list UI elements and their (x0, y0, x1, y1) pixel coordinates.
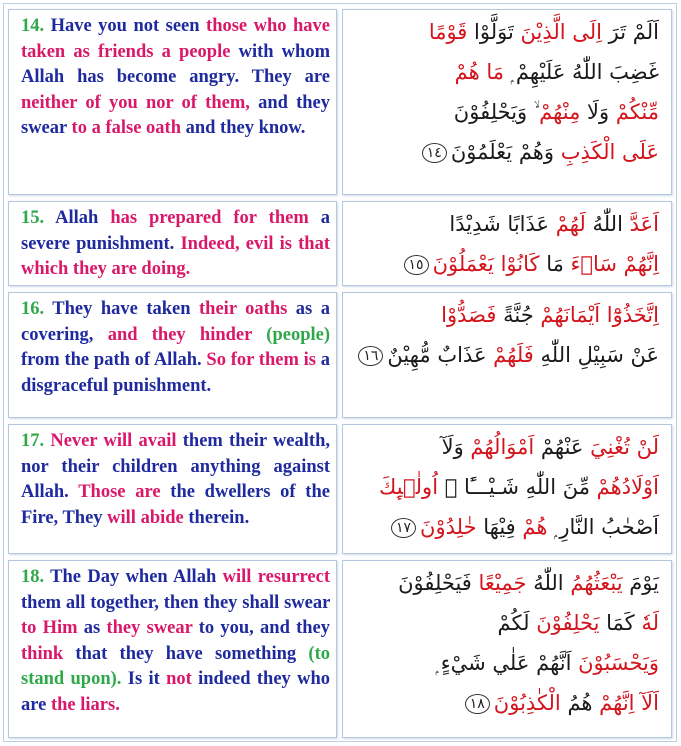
arabic-word-group: مِّنْكُمْ (615, 100, 659, 124)
arabic-word-group: وَلَا (580, 100, 616, 124)
translation-segment: a disgraceful punishment. (21, 350, 330, 396)
translation-segment: has prepared for them (110, 208, 309, 228)
english-cell (8, 9, 337, 195)
verse-number: 16. (21, 299, 45, 319)
english-translation (9, 10, 336, 142)
arabic-word-group: اِنَّهُمْ سَاۗءَ (563, 252, 659, 276)
translation-segment: with whom Allah has become angry. They are (21, 41, 330, 88)
arabic-word-group: اَوْلَادُهُمْ (596, 475, 659, 499)
translation-segment: their oaths (199, 299, 288, 319)
translation-segment: them all together, then they shall swear (21, 592, 330, 613)
arabic-word-group: هُمْ (522, 515, 548, 539)
translation-segment: (people) (266, 324, 330, 345)
english-cell (8, 201, 337, 286)
translation-segment: neither of you nor of them, (21, 92, 250, 113)
verse-row-15 (4, 198, 676, 289)
arabic-verse (343, 425, 671, 547)
arabic-line (351, 427, 659, 467)
translation-segment: The Day when Allah (44, 567, 223, 587)
arabic-cell (342, 424, 672, 554)
arabic-line (351, 204, 659, 244)
translation-segment (252, 325, 266, 345)
arabic-word-group: فَصَدُّوْا (441, 303, 497, 327)
translation-segment: them their wealth, nor their children anything against Allah. (21, 431, 330, 503)
translation-segment: Those are (78, 482, 161, 503)
arabic-word-group: جَمِيْعًا (478, 571, 527, 595)
ayah-number-marker: ١٦ (358, 346, 383, 366)
arabic-word-group: مِنْهُمْ (539, 100, 581, 124)
verse-number: 14. (21, 16, 45, 36)
translation-segment: indeed they who are (21, 669, 330, 715)
arabic-word-group: غَضِبَ اللّٰهُ عَلَيْهِمْ ۭ (503, 60, 659, 84)
arabic-word-group: لَهُمْ (555, 212, 586, 236)
arabic-word-group: هُمُ (560, 691, 593, 715)
translation-segment: Indeed, evil is that which they are doing. (21, 233, 330, 280)
arabic-word-group: مَا (539, 252, 564, 276)
arabic-verse (343, 293, 671, 375)
arabic-word-group: وَهُمْ يَعْلَمُوْنَ (450, 140, 561, 164)
arabic-line (351, 295, 659, 335)
translation-segment: therein. (183, 507, 250, 528)
arabic-line (351, 643, 659, 683)
verse-row-17 (4, 421, 676, 557)
ayah-number-marker: ١٧ (391, 518, 416, 538)
verse-number: 15. (21, 208, 45, 228)
arabic-word-group: اَنَّهُمْ عَلٰي شَيْءٍ ۭ (435, 651, 579, 675)
arabic-word-group: كَمَا (599, 611, 642, 635)
arabic-line (351, 683, 659, 723)
arabic-word-group: قَوْمًا (428, 20, 468, 44)
arabic-word-group: عَلَى الْكَذِبِ (560, 140, 659, 164)
arabic-line (351, 507, 659, 547)
translation-segment: not (166, 669, 192, 690)
translation-segment: will abide (107, 507, 184, 528)
arabic-line (351, 244, 659, 284)
arabic-word-group: يَحْلِفُوْنَ (536, 611, 600, 635)
arabic-word-group: مَا هُمْ (454, 60, 504, 84)
translation-segment: Have you not seen (44, 16, 207, 36)
translation-segment: that they have something (63, 643, 309, 664)
arabic-word-group: وَلَآ (441, 435, 471, 459)
arabic-word-group: اللّٰهُ (526, 571, 571, 595)
translation-segment: They have taken (44, 299, 200, 319)
translation-segment: they swear (106, 618, 193, 639)
translation-segment: Is it (121, 669, 167, 690)
translation-segment: the liars. (50, 694, 120, 715)
arabic-word-group: يَبْعَثُهُمُ (570, 571, 623, 595)
arabic-cell (342, 9, 672, 195)
translation-segment: to you, and they (192, 618, 330, 639)
arabic-line (351, 132, 659, 172)
arabic-word-group: كَانُوْا يَعْمَلُوْنَ (432, 252, 540, 276)
arabic-word-group: اِتَّخَذُوْٓا (600, 303, 659, 327)
arabic-cell (342, 201, 672, 286)
arabic-word-group: اِلَى الَّذِيْنَ (520, 20, 602, 44)
arabic-word-group: اللّٰهُ (585, 212, 623, 236)
arabic-line (351, 563, 659, 603)
english-translation (9, 202, 336, 283)
arabic-word-group: جُنَّةً (496, 303, 541, 327)
ayah-number-marker: ١٥ (404, 255, 429, 275)
ayah-number-marker: ١٤ (422, 143, 447, 163)
translation-segment: to a false oath (71, 118, 181, 139)
arabic-line (351, 92, 659, 132)
translation-segment: Allah (44, 208, 111, 228)
translation-segment: as (77, 618, 107, 639)
arabic-word-group: اَمْوَالُهُمْ (470, 435, 535, 459)
arabic-cell (342, 560, 672, 738)
arabic-line (351, 52, 659, 92)
arabic-word-group: الْكٰذِبُوْنَ (493, 691, 561, 715)
translation-segment: So for them is (206, 350, 316, 371)
english-translation (9, 561, 336, 719)
arabic-word-group: اَيْمَانَهُمْ (540, 303, 601, 327)
verse-table (3, 3, 677, 742)
verse-row-18 (4, 557, 676, 741)
arabic-word-group: اَصْحٰبُ النَّارِ ۭ (547, 515, 659, 539)
verse-number: 18. (21, 567, 45, 587)
arabic-word-group: عَذَابٌ مُّهِيْنٌ (387, 343, 494, 367)
arabic-word-group: لَهٗ (641, 611, 659, 635)
arabic-verse (343, 202, 671, 284)
ayah-number-marker: ١٨ (465, 694, 490, 714)
translation-segment: those who have taken as friends a people (21, 16, 331, 62)
english-translation (9, 293, 336, 399)
arabic-verse (343, 10, 671, 172)
translation-segment: will resurrect (222, 567, 330, 587)
translation-segment: and they swear (21, 92, 330, 139)
arabic-word-group: عَنْهُمْ (534, 435, 591, 459)
verse-number: 17. (21, 431, 45, 451)
translation-segment: Never will avail (44, 431, 177, 451)
arabic-word-group: ۙ وَيَحْلِفُوْنَ (453, 100, 540, 124)
translation-segment: think (21, 643, 64, 664)
english-cell (8, 560, 337, 738)
arabic-word-group: اَلَآ اِنَّهُمْ (592, 691, 659, 715)
english-cell (8, 292, 337, 418)
arabic-word-group: اَعَدَّ (622, 212, 659, 236)
arabic-word-group: يَوْمَ (622, 571, 659, 595)
arabic-cell (342, 292, 672, 418)
english-cell (8, 424, 337, 554)
arabic-line (351, 467, 659, 507)
arabic-word-group: وَيَحْسَبُوْنَ (578, 651, 659, 675)
arabic-verse (343, 561, 671, 723)
verse-row-14 (4, 6, 676, 198)
translation-segment: as a covering, (21, 299, 330, 345)
arabic-line (351, 603, 659, 643)
arabic-line (351, 12, 659, 52)
translation-segment: the dwellers of the Fire, They (21, 482, 330, 528)
arabic-word-group: تَوَلَّوْا (467, 20, 521, 44)
arabic-word-group: عَنْ سَبِيْلِ اللّٰهِ (533, 343, 659, 367)
translation-segment: a severe punishment. (21, 208, 330, 254)
arabic-word-group: خٰلِدُوْنَ (420, 515, 477, 539)
arabic-word-group: لَكُمْ (497, 611, 537, 635)
arabic-word-group: فَيَحْلِفُوْنَ (398, 571, 479, 595)
translation-segment: and they hinder (107, 324, 253, 345)
arabic-word-group: مِّنَ اللّٰهِ شَـيْـــًٔا ۭ (438, 475, 597, 499)
arabic-word-group: لَنْ تُغْنِيَ (590, 435, 659, 459)
arabic-word-group: فِيْهَا (476, 515, 523, 539)
arabic-word-group: اُولٰۗىِٕكَ (379, 475, 439, 499)
arabic-word-group: عَذَابًا شَدِيْدًا (449, 212, 556, 236)
verse-row-16 (4, 289, 676, 421)
arabic-line (351, 335, 659, 375)
translation-segment: to Him (21, 618, 78, 639)
english-translation (9, 425, 336, 531)
translation-segment: (to stand upon). (21, 643, 330, 690)
arabic-word-group: اَلَمْ تَرَ (602, 20, 659, 44)
translation-segment: and they know. (180, 118, 306, 139)
translation-segment: from the path of Allah. (21, 350, 207, 371)
arabic-word-group: فَلَهُمْ (493, 343, 534, 367)
